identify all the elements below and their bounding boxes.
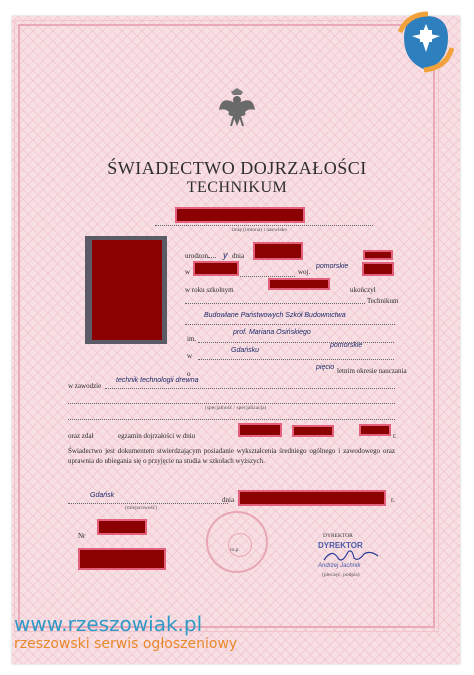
official-seal-icon: [206, 511, 268, 573]
school-name: Budowlane Państwowych Szkół Budownictwa: [204, 312, 346, 319]
city-label: w: [187, 352, 193, 360]
profession-line: [105, 387, 395, 389]
director-title: DYREKTOR: [323, 533, 353, 539]
in-label: w: [185, 268, 191, 276]
school-year-label: w roku szkolnym: [185, 286, 234, 294]
redacted-exam-year: [359, 424, 391, 436]
voivodeship2-value: pomorskie: [330, 342, 363, 349]
exam-text-b: egzamin dojrzałości w dniu: [118, 432, 196, 440]
watermark-site: www.rzeszowiak.pl: [14, 612, 203, 636]
term-prefix: o: [187, 370, 191, 378]
date-suffix: r.: [391, 496, 395, 504]
redacted-name: [175, 207, 305, 223]
redacted-birth-year: [363, 250, 393, 260]
redacted-field-1: [362, 262, 394, 276]
term-value: pięcio: [316, 364, 335, 371]
number-label: Nr: [78, 532, 86, 540]
patron-name: prof. Mariana Osińskiego: [233, 329, 311, 336]
date-label: dnia: [222, 496, 235, 504]
redacted-number: [97, 519, 147, 535]
finished-label: ukończył: [350, 286, 376, 294]
redacted-exam-date: [238, 423, 282, 437]
redacted-photo: [92, 240, 162, 340]
exam-text-c: r.: [393, 432, 397, 440]
redacted-birthplace: [193, 261, 239, 276]
document-subtitle: TECHNIKUM: [186, 179, 288, 196]
redacted-issue-date: [238, 490, 386, 506]
term-suffix: letnim okresie nauczania: [337, 367, 407, 375]
profession-value: technik technologii drewna: [116, 377, 199, 384]
specialty-line: [68, 402, 395, 404]
school-name-line: [185, 323, 395, 325]
polish-eagle-emblem-icon: [217, 86, 257, 130]
birthplace-line: [240, 275, 295, 277]
city-line: [198, 358, 394, 360]
profession-label: w zawodzie: [68, 382, 102, 390]
watermark-tagline: rzeszowski serwis ogłoszeniowy: [14, 636, 238, 652]
director-name: Andrzej Jachnik: [318, 563, 361, 569]
blank-line: [68, 418, 395, 420]
specialty-caption: (specjalność / specjalizacja): [205, 405, 267, 411]
director-stamp: DYREKTOR: [318, 541, 363, 550]
technikum-line: [185, 302, 365, 304]
patron-line: [198, 341, 394, 343]
name-line: [155, 224, 373, 226]
document-title: ŚWIADECTWO DOJRZAŁOŚCI: [107, 158, 367, 178]
exam-text-a: oraz zdał: [68, 432, 94, 440]
redacted-school-year: [268, 278, 330, 290]
redacted-exam-month: [292, 425, 334, 437]
stamp-label: m.p.: [230, 547, 240, 553]
voivodeship-value: pomorskie: [316, 263, 349, 270]
name-caption: imię (imiona) i nazwisko: [232, 227, 288, 233]
born-suffix: y: [223, 250, 228, 260]
redacted-signature-field: [78, 548, 166, 570]
place-line: [68, 502, 228, 504]
rzeszowiak-logo-icon: [398, 10, 454, 74]
statement-text: Świadectwo jest dokumentem stwierdzającym posiadanie wykształcenia średniego ogólnego i zawodowego oraz uprawnia do ubiegania się o przyjęcie na studia w szkołach wyższych.: [68, 447, 395, 465]
director-caption: (pieczęć, podpis): [322, 572, 360, 578]
technikum-label: Technikum: [367, 297, 399, 305]
voivodeship-label: woj.: [298, 268, 311, 276]
place-value: Gdańsk: [90, 492, 115, 499]
place-caption: (miejscowość): [125, 505, 158, 511]
city-value: Gdańsku: [231, 347, 260, 354]
born-label: urodzon: [185, 252, 216, 260]
born-day-label: dnia: [232, 252, 245, 260]
named-label: im.: [187, 335, 197, 343]
redacted-birth-date: [253, 242, 303, 260]
